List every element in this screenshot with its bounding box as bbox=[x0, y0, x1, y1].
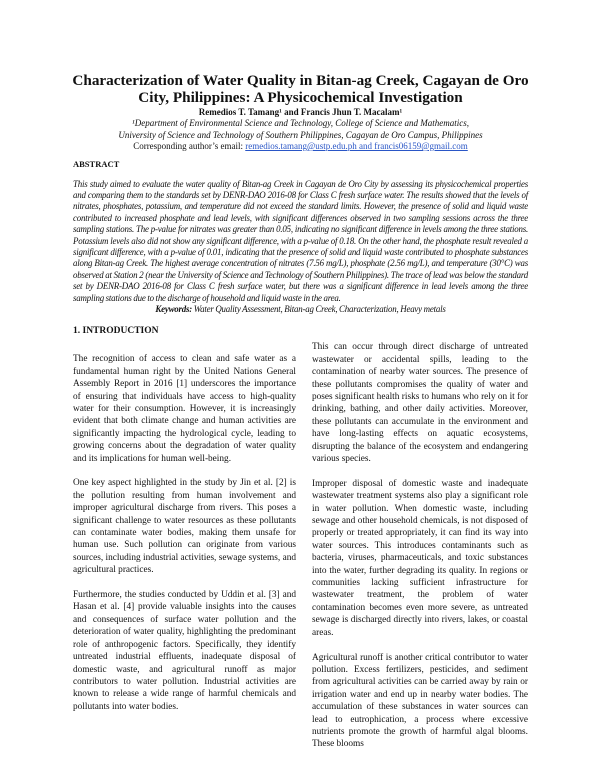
paragraph: The recognition of access to clean and safe water as a fundamental human right by the United Nations General Assembly Report in 2016 [1] underscores the importance of ensuring that individuals have access to high-quality water for their consumption. However, it is increasingly evident that both climate change and human activities are significantly impacting the hydrological cycle, leading to growing concerns about the degradation of water quality and its implications for human well-being. bbox=[73, 354, 296, 464]
email-link[interactable]: remedios.tamang@ustp.edu.ph and francis06159@gmail.com bbox=[245, 141, 468, 151]
body-columns bbox=[73, 341, 528, 763]
abstract-text: This study aimed to evaluate the water quality of Bitan-ag Creek in Cagayan de Oro City by assessing its physicochemical properties and comparing them to the standards set by DENR-DAO 2016-08 for Class C fresh surface water. The results showed that the levels of nitrates, phosphates, potassium, and temperature did not exceed the standard limits. However, the presence of solid and liquid waste contributed to increased phosphate and lead levels, with significant differences observed in two sampling sessions across the three sampling stations. The p-value for nitrates was greater than 0.05, indicating no significant difference in levels among the three stations. Potassium levels also did not show any significant difference, with a p-value of 0.18. On the other hand, the phosphate result revealed a significant difference, with a p-value of 0.01, indicating that the presence of solid and liquid waste contributed to phosphate substances along Bitan-ag Creek. The highest average concentration of nitrates (7.56 mg/L), phosphate (2.56 mg/L), and temperature (30°C) was observed at Station 2 (near the University of Science and Technology of Southern Philippines). The trace of lead was below the standard set by DENR-DAO 2016-08 for Class C fresh surface water, but there was a significant difference in lead levels among the three sampling stations due to the discharge of household and liquid waste in the area. bbox=[73, 178, 528, 303]
keywords-label: Keywords: bbox=[155, 303, 193, 314]
affiliation-line: University of Science and Technology of Southern Philippines, Cagayan de Oro Campus, Philippines bbox=[118, 129, 483, 140]
keywords-text: Water Quality Assessment, Bitan-ag Creek, Characterization, Heavy metals bbox=[192, 303, 446, 314]
abstract-heading: ABSTRACT bbox=[73, 158, 120, 169]
paragraph: Improper disposal of domestic waste and inadequate wastewater treatment systems also play a significant role in water pollution. When domestic waste, including sewage and other household chemicals, is not disposed of properly or treated appropriately, it can find its way into water sources. This introduces contaminants such as bacteria, viruses, pharmaceuticals, and toxic substances into the water, further degrading its quality. In regions or communities lacking sufficient infrastructure for wastewater treatment, the problem of water contamination becomes even more severe, as untreated sewage is discharged directly into rivers, lakes, or coastal areas. bbox=[312, 478, 528, 638]
email-label: Corresponding author’s email: bbox=[133, 141, 246, 151]
section-heading: 1. INTRODUCTION bbox=[73, 326, 159, 337]
abstract bbox=[73, 179, 528, 316]
paragraph: One key aspect highlighted in the study by Jin et al. [2] is the pollution resulting from human involvement and improper agricultural discharge from rivers. This poses a significant challenge to water resources as these pollutants can contaminate water bodies, making them unsafe for human use. Such pollution can originate from various sources, including industrial activities, sewage systems, and agricultural practices. bbox=[73, 478, 296, 576]
authors: Remedios T. Tamang¹ and Francis Jhun T. Macalam¹ bbox=[198, 107, 403, 117]
keywords bbox=[73, 304, 528, 315]
paragraph: This can occur through direct discharge of untreated wastewater or accidental spills, leading to the contamination of nearby water sources. The presence of these pollutants compromises the quality of water and poses significant health risks to humans who rely on it for drinking, bathing, and other daily activities. Moreover, these pollutants can accumulate in the environment and have long-lasting effects on aquatic ecosystems, disrupting the balance of the ecosystem and endangering various species. bbox=[312, 342, 528, 465]
corresponding-email bbox=[73, 141, 528, 153]
paragraph: Agricultural runoff is another critical contributor to water pollution. Excess fertilizers, pesticides, and sediment from agricultural activities can be carried away by rain or irrigation water and end up in nearby water bodies. The accumulation of these substances in water sources can lead to eutrophication, a process where excessive nutrients promote the growth of harmful algal blooms. These blooms bbox=[312, 652, 528, 750]
paragraph: Furthermore, the studies conducted by Uddin et al. [3] and Hasan et al. [4] provide valuable insights into the causes and consequences of surface water pollution and the deterioration of water quality, highlighting the predominant role of anthropogenic factors. Specifically, they identify untreated industrial effluents, inadequate disposal of domestic waste, and agricultural runoff as major contributors to water pollution. Industrial activities are known to release a wide range of harmful chemicals and pollutants into water bodies. bbox=[73, 590, 296, 712]
affiliation-line: ¹Department of Environmental Science and Technology, College of Science and Mathematics, bbox=[132, 118, 469, 128]
right-column bbox=[312, 341, 528, 763]
left-column bbox=[73, 353, 296, 763]
affiliation bbox=[73, 118, 528, 141]
paper-title: Characterization of Water Quality in Bitan-ag Creek, Cagayan de Oro City, Philippines: A Physicochemical Investigation bbox=[72, 72, 529, 106]
